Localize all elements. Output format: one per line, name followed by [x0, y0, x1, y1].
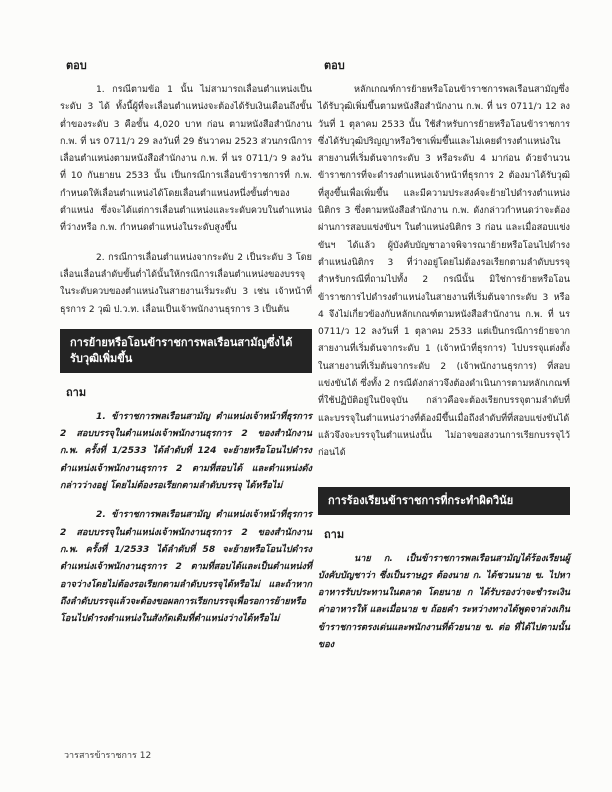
question-label: ถาม — [324, 527, 345, 541]
answer-paragraph-2: 2. กรณีการเลื่อนตำแหน่งจากระดับ 2 เป็นระดับ 3 โดยเลื่อนเลื่อนลำดับขั้นต่ำได้นั้นให้กรณีการเลื่อนตำแหน่งของบรรจุในระดับควบของตำแหน่งในสายงานเริ่มระดับ 3 เช่น เจ้าหน้าที่ธุรการ 2 วุฒิ ป.ว.ท. เลื่อนเป็นเจ้าพนักงานธุรการ 3 เป็นต้น — [60, 252, 312, 315]
question-label: ถาม — [66, 385, 87, 399]
question-paragraph: นาย ก. เป็นข้าราชการพลเรือนสามัญได้ร้องเรียนผู้บังคับบัญชาว่า ซึ่งเป็นราษฎร ต้องนาย ก. ได้ชวนนาย ข. ไปหาอาหารรับประทานในตลาด โดยนาย ก ได้รับรองว่าจะชำระเงินค่าอาหารให้ และเมื่อนาย ข ถ้อยคำ ระหว่างทางได้พูดจาล่วงเกินข้าราชการตรงเด่นและพนักงานที่ด้วยนาย ข. ต่อ ที่ได้ไปตามนั้นของ — [318, 553, 570, 651]
answer-paragraph: หลักเกณฑ์การย้ายหรือโอนข้าราชการพลเรือนสามัญซึ่งได้รับวุฒิเพิ่มขึ้นตามหนังสือสำนักงาน ก.พ. ที่ นร 0711/ว 12 ลงวันที่ 1 ตุลาคม 2533 นั้น ใช้สำหรับการย้ายหรือโอนข้าราชการซึ่งได้รับวุฒิปริญญาหรือวิชาเพิ่มขึ้นและไม่เคยดำรงตำแหน่งในสายงานที่เริ่มต้นจากระดับ 3 หรือระดับ 4 มาก่อน ด้วยจำนวนข้าราชการที่จะดำรงตำแหน่งเจ้าหน้าที่ธุรการ 2 ต้องมาได้รับวุฒิที่สูงขึ้นเพื่อเพิ่มขึ้น และมีความประสงค์จะย้ายไปดำรงตำแหน่งนิติกร 3 ซึ่งตามหนังสือสำนักงาน ก.พ. ดังกล่าวกำหนดว่าจะต้องผ่านการสอบแข่งขันฯ ในตำแหน่งนิติกร 3 ก่อน และเมื่อสอบแข่งขันฯ ได้แล้ว ผู้บังคับบัญชาอาจพิจารณาย้ายหรือโอนไปดำรงตำแหน่งนิติกร 3 ที่ว่างอยู่โดยไม่ต้องรอเรียกตามลำดับบรรจุ สำหรับกรณีที่ถามไปทั้ง 2 กรณีนั้น มิใช่การย้ายหรือโอนข้าราชการไปดำรงตำแหน่งในสายงานที่เริ่มต้นจากระดับ 3 หรือ 4 จึงไม่เกี่ยวข้องกับหลักเกณฑ์ตามหนังสือสำนักงาน ก.พ. ที่ นร 0711/ว 12 ลงวันที่ 1 ตุลาคม 2533 แต่เป็นกรณีการย้ายจากสายงานที่เริ่มต้นจากระดับ 1 (เจ้าหน้าที่ธุรการ) ไปบรรจุแต่งตั้งในสายงานที่เริ่มต้นจากระดับ 2 (เจ้าพนักงานธุรการ) ที่สอบแข่งขันได้ ซึ่งทั้ง 2 กรณีดังกล่าวจึงต้องดำเนินการตามหลักเกณฑ์ที่ใช้ปฏิบัติอยู่ในปัจจุบัน กล่าวคือจะต้องเรียกบรรจุตามลำดับที่ และบรรจุในตำแหน่งว่างที่ต้องมีขึ้นเมื่อถึงลำดับที่ที่สอบแข่งขันได้แล้วจึงจะบรรจุในตำแหน่งนั้น ไม่อาจขอสงวนการเรียกบรรจุไว้ก่อนได้ — [318, 85, 570, 459]
question-paragraph-2: 2. ข้าราชการพลเรือนสามัญ ตำแหน่งเจ้าหน้าที่ธุรการ 2 สอบบรรจุในตำแหน่งเจ้าพนักงานธุรการ 2 ของสำนักงาน ก.พ. ครั้งที่ 1/2533 ได้ลำดับที่ 58 จะย้ายหรือโอนไปดำรงตำแหน่งเจ้าพนักงานธุรการ 2 ตามที่สอบได้และเป็นตำแหน่งที่อาจว่างโดยไม่ต้องรอเรียกตามลำดับบรรจุได้หรือไม่ และถ้าหากถึงลำดับบรรจุแล้วจะต้องขอผลการเรียกบรรจุเพื่อรอการย้ายหรือโอนไปดำรงตำแหน่งในสังกัดเดิมที่ตำแหน่งว่างได้หรือไม่ — [60, 510, 312, 625]
page-footer: วารสารข้าราชการ 12 — [64, 751, 152, 761]
section-heading-complaint: การร้องเรียนข้าราชการที่กระทำผิดวินัย — [318, 487, 570, 515]
answer-label: ตอบ — [324, 59, 345, 72]
section-heading-transfer: การย้ายหรือโอนข้าราชการพลเรือนสามัญซึ่งได้รับวุฒิเพิ่มขึ้น — [60, 329, 312, 373]
answer-label: ตอบ — [66, 59, 87, 72]
right-column — [318, 56, 570, 654]
question-paragraph-1: 1. ข้าราชการพลเรือนสามัญ ตำแหน่งเจ้าหน้าที่ธุรการ 2 สอบบรรจุในตำแหน่งเจ้าพนักงานธุรการ 2 ของสำนักงาน ก.พ. ครั้งที่ 1/2533 ได้ลำดับที่ 124 จะย้ายหรือโอนไปดำรงตำแหน่งเจ้าพนักงานธุรการ 2 ตามที่สอบได้ และตำแหน่งดังกล่าวว่างอยู่ โดยไม่ต้องรอเรียกตามลำดับบรรจุ ได้หรือไม่ — [60, 411, 312, 492]
left-column — [60, 56, 312, 628]
answer-paragraph-1: 1. กรณีตามข้อ 1 นั้น ไม่สามารถเลื่อนตำแหน่งเป็นระดับ 3 ได้ ทั้งนี้ผู้ที่จะเลื่อนตำแหน่งจะต้องได้รับเงินเดือนถึงขั้นต่ำของระดับ 3 คือขั้น 4,020 บาท ก่อน ตามหนังสือสำนักงาน ก.พ. ที่ นร 0711/ว 29 ลงวันที่ 29 ธันวาคม 2523 ส่วนกรณีการเลื่อนตำแหน่งตามหนังสือสำนักงาน ก.พ. ที่ นร 0711/ว 9 ลงวันที่ 10 กันยายน 2533 นั้น เป็นกรณีการเลื่อนข้าราชการที่ ก.พ. กำหนดให้เลื่อนตำแหน่งได้โดยเลื่อนตำแหน่งหนึ่งขั้นต่ำของตำแหน่ง ซึ่งจะได้แต่การเลื่อนตำแหน่งและระดับควบในตำแหน่งที่ว่างหรือ ก.พ. กำหนดตำแหน่งในระดับสูงขึ้น — [60, 85, 312, 234]
